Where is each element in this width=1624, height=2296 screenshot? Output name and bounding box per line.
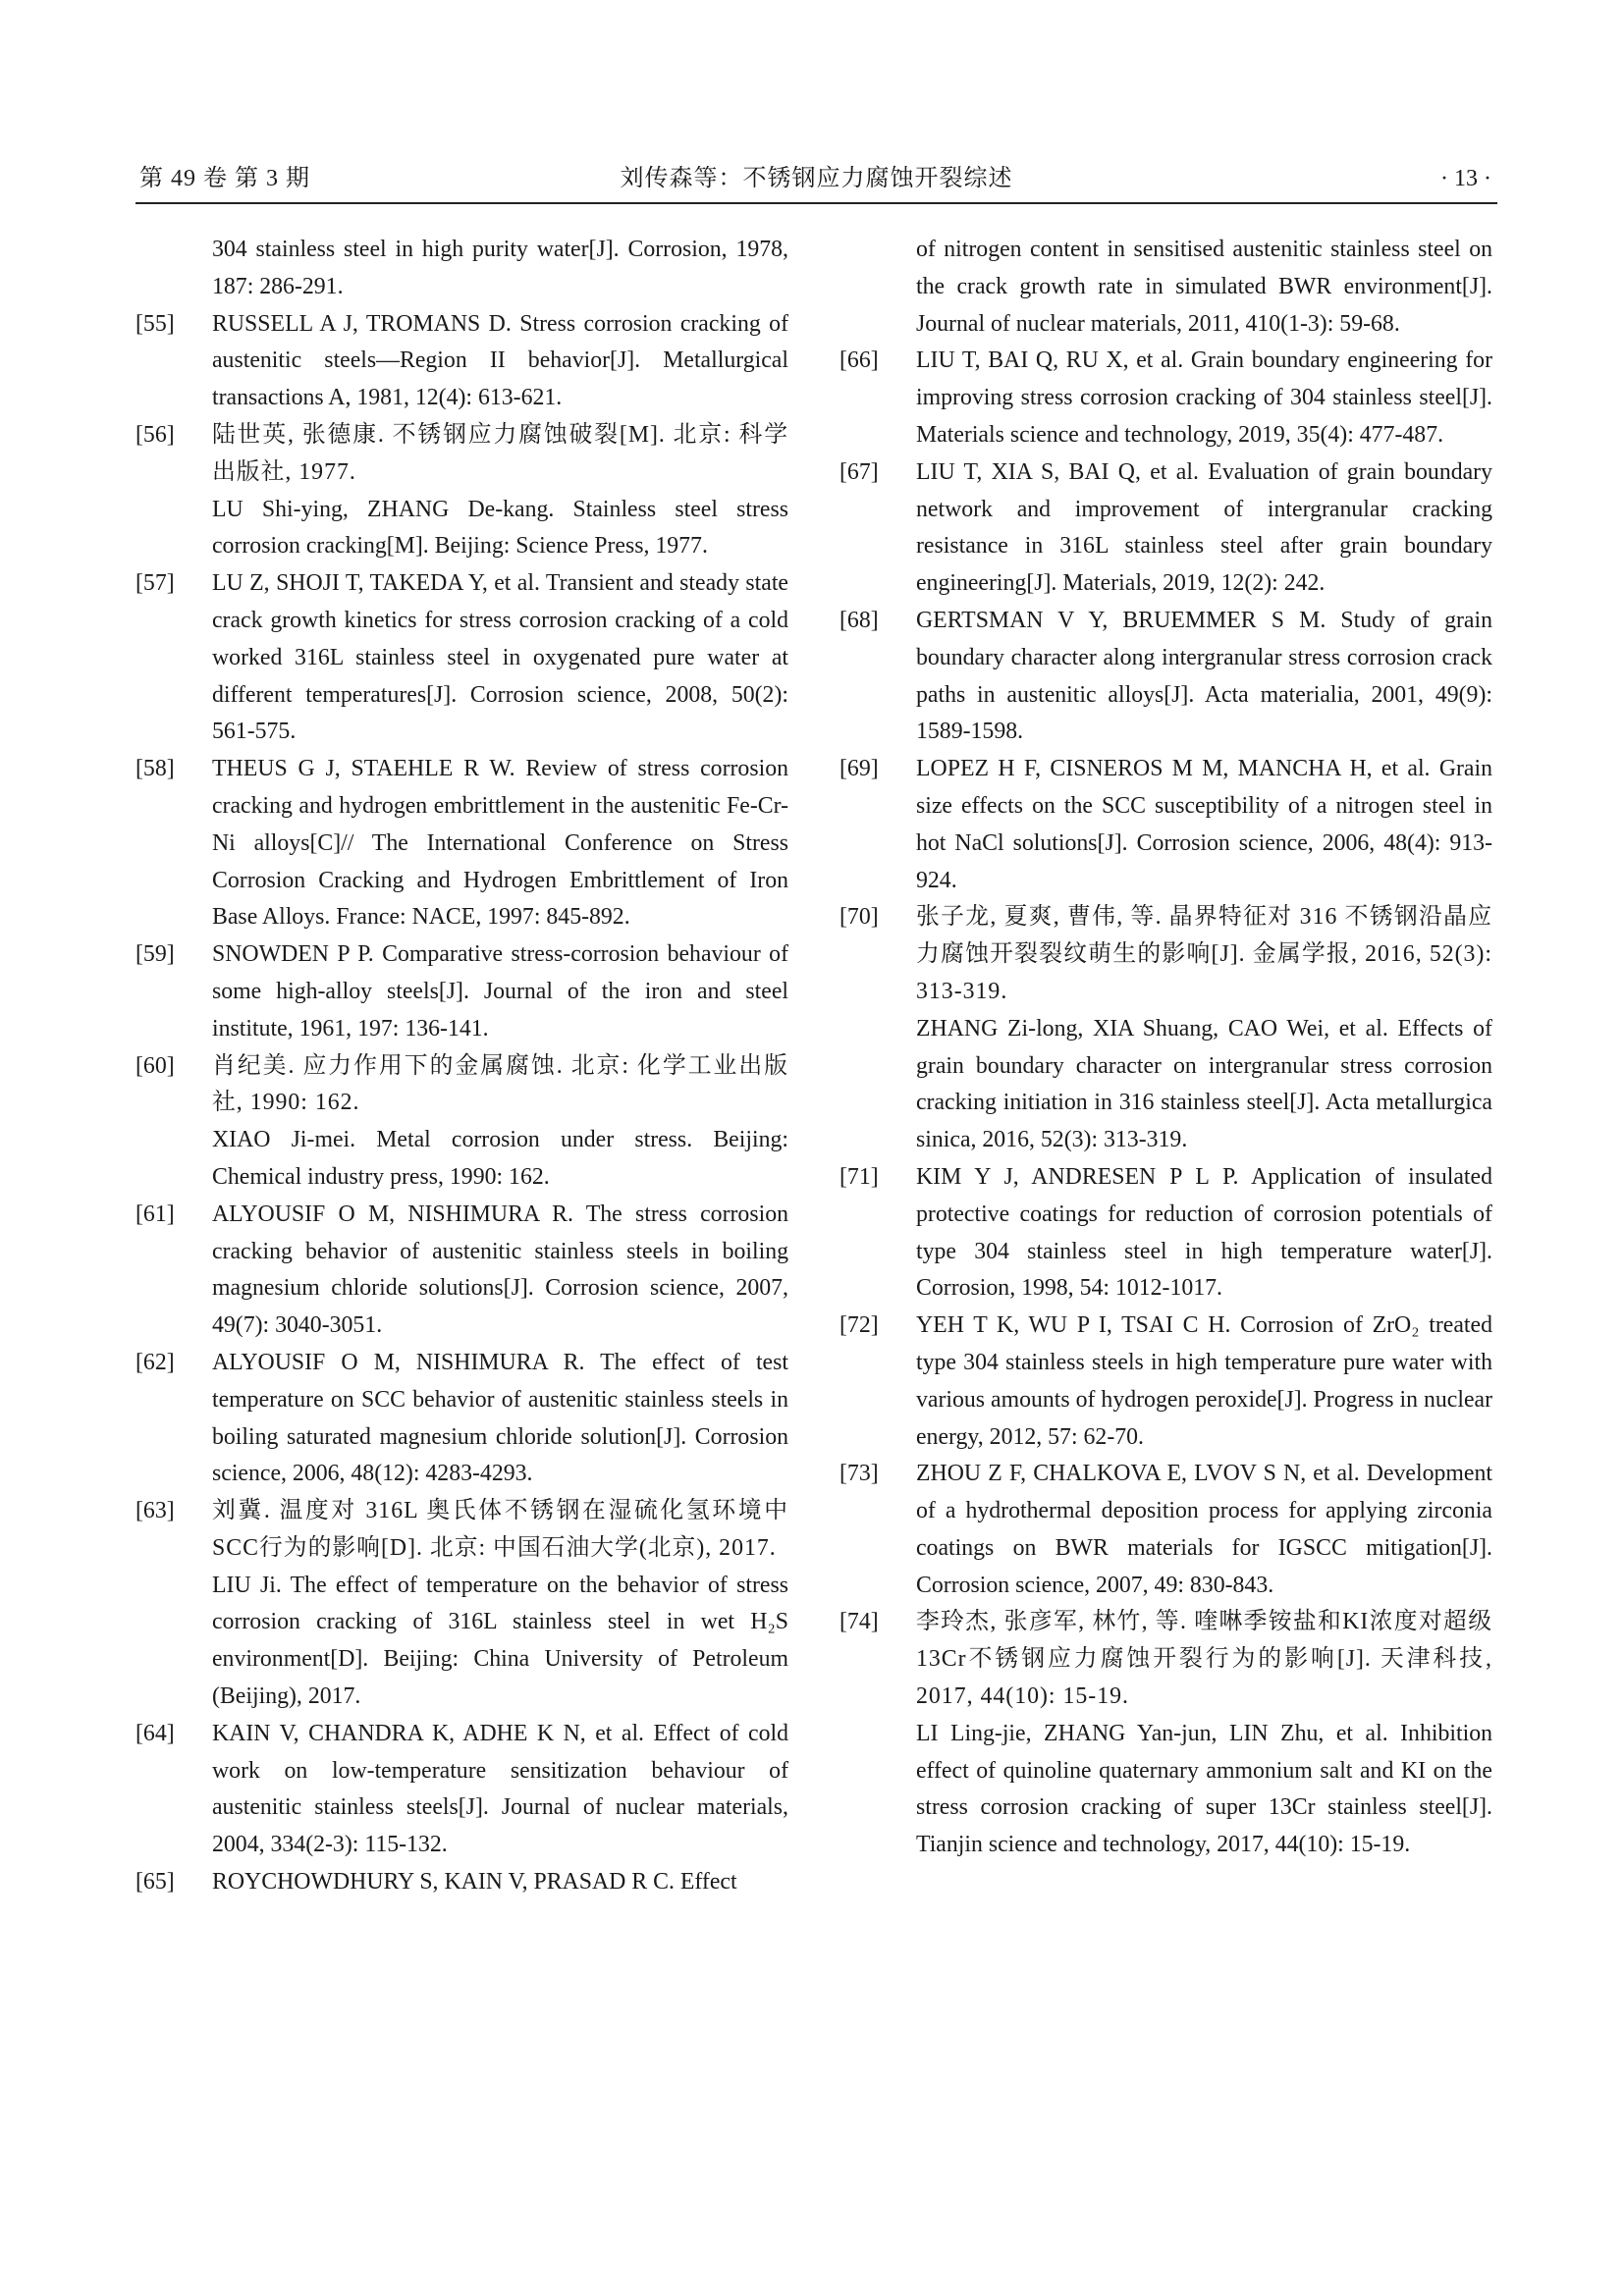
reference-number: [65] xyxy=(135,1869,175,1896)
reference-text-english: LU Shi-ying, ZHANG De-kang. Stainless steel stress corrosion cracking[M]. Beijing: Science Press, 1977. xyxy=(212,496,788,560)
reference-entry xyxy=(135,417,788,565)
reference-text: ALYOUSIF O M, NISHIMURA R. The stress corrosion cracking behavior of austenitic stainless steels in boiling magnesium chloride solutions[J]. Corrosion science, 2007, 49(7): 3040-3051. xyxy=(212,1201,788,1339)
reference-entry xyxy=(839,232,1492,343)
reference-entry xyxy=(135,1716,788,1864)
reference-text: LU Z, SHOJI T, TAKEDA Y, et al. Transient and steady state crack growth kinetics for stress corrosion cracking of a cold worked 316L stainless steel in oxygenated pure water at different temperatures[J]. Corrosion science, 2008, 50(2): 561-575. xyxy=(212,570,788,745)
reference-entry xyxy=(839,603,1492,751)
reference-number xyxy=(839,232,916,343)
reference-number: [72] xyxy=(839,1312,879,1339)
reference-entry xyxy=(839,899,1492,1159)
reference-text-english: LIU Ji. The effect of temperature on the behavior of stress corrosion cracking of 316L stainless steel in wet H₂S environment[D]. Beijing: China University of Petroleum (Beijing), 2017. xyxy=(212,1572,788,1710)
running-title: 刘传森等：不锈钢应力腐蚀开裂综述 xyxy=(620,166,1013,191)
reference-number: [57] xyxy=(135,570,175,597)
reference-entry xyxy=(135,1048,788,1197)
reference-entry xyxy=(839,1159,1492,1308)
reference-text: GERTSMAN V Y, BRUEMMER S M. Study of grain boundary character along intergranular stress corrosion crack paths in austenitic alloys[J]. Acta materialia, 2001, 49(9): 1589-1598. xyxy=(916,607,1492,745)
reference-text: LOPEZ H F, CISNEROS M M, MANCHA H, et al. Grain size effects on the SCC susceptibility of a nitrogen steel in hot NaCl solutions[J]. Corrosion science, 2006, 48(4): 913-924. xyxy=(916,756,1492,893)
reference-text-english: XIAO Ji-mei. Metal corrosion under stress. Beijing: Chemical industry press, 1990: 162. xyxy=(212,1127,788,1190)
reference-number xyxy=(135,232,212,306)
reference-entry xyxy=(839,343,1492,454)
reference-number: [59] xyxy=(135,941,175,968)
reference-entry xyxy=(135,306,788,417)
reference-text: LIU T, XIA S, BAI Q, et al. Evaluation of grain boundary network and improvement of intergranular cracking resistance in 316L stainless steel after grain boundary engineering[J]. Materials, 2019, 12(2): 242. xyxy=(916,458,1492,597)
reference-text: KIM Y J, ANDRESEN P L P. Application of insulated protective coatings for reduction of corrosion potentials of type 304 stainless steel in high temperature water[J]. Corrosion, 1998, 54: 1012-1017. xyxy=(916,1163,1492,1302)
reference-text: KAIN V, CHANDRA K, ADHE K N, et al. Effect of cold work on low-temperature sensitization behaviour of austenitic stainless steels[J]. Journal of nuclear materials, 2004, 334(2-3): 115-132. xyxy=(212,1720,788,1858)
reference-text-english: ZHANG Zi-long, XIA Shuang, CAO Wei, et al. Effects of grain boundary character on intergranular stress corrosion cracking initiation in 316 stainless steel[J]. Acta metallurgica sinica, 2016, 52(3): 313-319. xyxy=(916,1015,1492,1153)
reference-text: ZHOU Z F, CHALKOVA E, LVOV S N, et al. Development of a hydrothermal deposition process for applying zirconia coatings on BWR materials for IGSCC mitigation[J]. Corrosion science, 2007, 49: 830-843. xyxy=(916,1461,1492,1598)
reference-number: [60] xyxy=(135,1052,175,1079)
reference-number: [63] xyxy=(135,1498,175,1524)
reference-entry xyxy=(135,751,788,936)
right-column xyxy=(839,232,1492,1864)
reference-number: [70] xyxy=(839,904,879,931)
reference-text: ROYCHOWDHURY S, KAIN V, PRASAD R C. Effect xyxy=(212,1869,737,1896)
reference-text: ALYOUSIF O M, NISHIMURA R. The effect of test temperature on SCC behavior of austenitic stainless steels in boiling saturated magnesium chloride solution[J]. Corrosion science, 2006, 48(12): 4283-4293. xyxy=(212,1349,788,1487)
reference-number: [66] xyxy=(839,347,879,374)
running-header xyxy=(135,157,1497,200)
reference-entry xyxy=(135,565,788,751)
reference-text-english: LI Ling-jie, ZHANG Yan-jun, LIN Zhu, et al. Inhibition effect of quinoline quaternary ammonium salt and KI on the stress corrosion cracking of super 13Cr stainless steel[J]. Tianjin science and technology, 2017, 44(10): 15-19. xyxy=(916,1720,1492,1858)
page-number: · 13 · xyxy=(1440,166,1491,191)
reference-text: YEH T K, WU P I, TSAI C H. Corrosion of ZrO₂ treated type 304 stainless steels in high temperature pure water with various amounts of hydrogen peroxide[J]. Progress in nuclear energy, 2012, 57: 62-70. xyxy=(916,1312,1492,1450)
reference-text: 304 stainless steel in high purity water[J]. Corrosion, 1978, 187: 286-291. xyxy=(212,237,788,299)
reference-entry xyxy=(135,232,788,306)
reference-entry xyxy=(135,936,788,1047)
reference-number: [62] xyxy=(135,1349,175,1375)
reference-number: [56] xyxy=(135,421,175,448)
reference-text: LIU T, BAI Q, RU X, et al. Grain boundary engineering for improving stress corrosion cracking of 304 stainless steel[J]. Materials science and technology, 2019, 35(4): 477-487. xyxy=(916,347,1492,448)
reference-number: [74] xyxy=(839,1609,879,1635)
reference-number: [69] xyxy=(839,756,879,782)
issue-label: 第 49 卷 第 3 期 xyxy=(139,166,310,191)
reference-entry xyxy=(839,751,1492,899)
reference-entry xyxy=(135,1493,788,1716)
reference-entry xyxy=(135,1864,788,1901)
reference-entry xyxy=(839,1456,1492,1604)
reference-number: [73] xyxy=(839,1461,879,1487)
reference-entry xyxy=(839,454,1492,603)
reference-number: [58] xyxy=(135,756,175,782)
reference-text: of nitrogen content in sensitised austenitic stainless steel on the crack growth rate in simulated BWR environment[J]. Journal of nuclear materials, 2011, 410(1-3): 59-68. xyxy=(916,237,1492,337)
reference-text-chinese: 张子龙, 夏爽, 曹伟, 等. 晶界特征对 316 不锈钢沿晶应力腐蚀开裂裂纹萌生的影响[J]. 金属学报, 2016, 52(3): 313-319. xyxy=(916,904,1492,1004)
reference-number: [61] xyxy=(135,1201,175,1227)
reference-text-chinese: 刘冀. 温度对 316L 奥氏体不锈钢在湿硫化氢环境中SCC行为的影响[D]. 北京: 中国石油大学(北京), 2017. xyxy=(212,1498,788,1561)
reference-entry xyxy=(135,1345,788,1493)
reference-text: RUSSELL A J, TROMANS D. Stress corrosion cracking of austenitic steels—Region II behavior[J]. Metallurgical transactions A, 1981, 12(4): 613-621. xyxy=(212,310,788,411)
header-rule xyxy=(135,202,1497,204)
reference-number: [55] xyxy=(135,310,175,337)
left-column xyxy=(135,232,788,1901)
reference-text-chinese: 李玲杰, 张彦军, 林竹, 等. 喹啉季铵盐和KI浓度对超级13Cr不锈钢应力腐蚀开裂行为的影响[J]. 天津科技, 2017, 44(10): 15-19. xyxy=(916,1609,1492,1710)
reference-entry xyxy=(839,1308,1492,1456)
reference-number: [71] xyxy=(839,1163,879,1190)
reference-entry xyxy=(839,1604,1492,1864)
reference-text-chinese: 陆世英, 张德康. 不锈钢应力腐蚀破裂[M]. 北京: 科学出版社, 1977. xyxy=(212,421,788,485)
reference-number: [67] xyxy=(839,458,879,485)
reference-number: [68] xyxy=(839,607,879,633)
reference-entry xyxy=(135,1197,788,1345)
reference-text-chinese: 肖纪美. 应力作用下的金属腐蚀. 北京: 化学工业出版社, 1990: 162. xyxy=(212,1052,788,1116)
reference-text: SNOWDEN P P. Comparative stress-corrosion behaviour of some high-alloy steels[J]. Journal of the iron and steel institute, 1961, 197: 136-141. xyxy=(212,941,788,1041)
reference-number: [64] xyxy=(135,1720,175,1746)
reference-text: THEUS G J, STAEHLE R W. Review of stress corrosion cracking and hydrogen embrittlement in the austenitic Fe-Cr-Ni alloys[C]// The International Conference on Stress Corrosion Cracking and Hydrogen Embrittlement of Iron Base Alloys. France: NACE, 1997: 845-892. xyxy=(212,756,788,931)
